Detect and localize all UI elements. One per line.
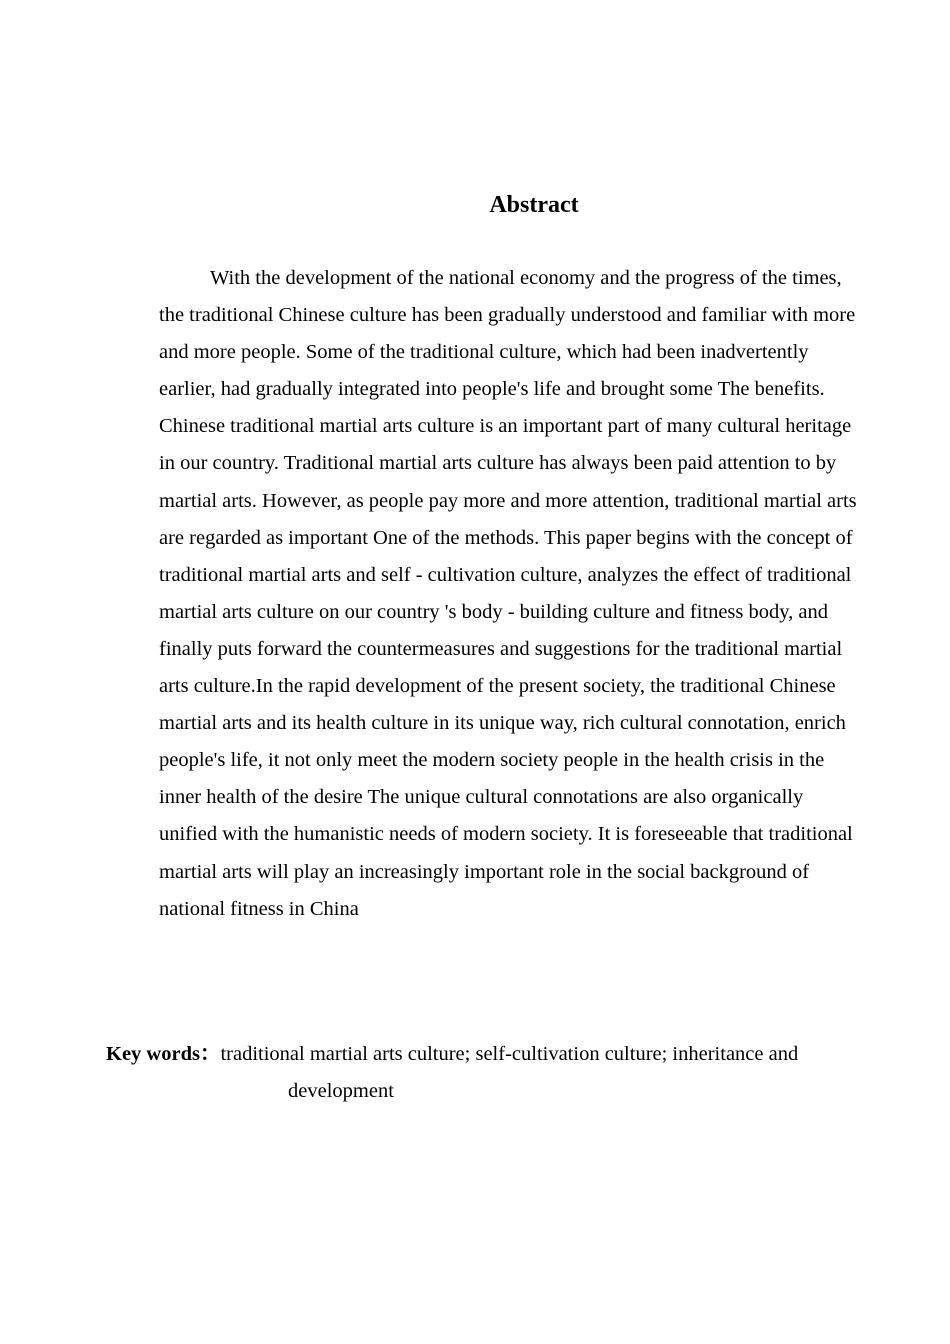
keywords-label: Key words： [106,1043,221,1065]
abstract-body: With the development of the national economy and the progress of the times, the traditional Chinese culture has been gradually understood and familiar with more and more people. Some of the traditional culture, which had been inadvertently earlier, had gradually integrated into people's life and brought some The benefits. Chinese traditional martial arts culture is an important part of many cultural heritage in our country. Traditional martial arts culture has always been paid attention to by martial arts. However, as people pay more and more attention, traditional martial arts are regarded as important One of the methods. This paper begins with the concept of traditional martial arts and self - cultivation culture, analyzes the effect of traditional martial arts culture on our country 's body - building culture and fitness body, and finally puts forward the countermeasures and suggestions for the traditional martial arts culture.In the rapid development of the present society, the traditional Chinese martial arts and its health culture in its unique way, rich cultural connotation, enrich people's life, it not only meet the modern society people in the health crisis in the inner health of the desire The unique cultural connotations are also organically unified with the humanistic needs of modern society. It is foreseeable that traditional martial arts will play an increasingly important role in the social background of national fitness in China [159,267,857,920]
keywords-line [106,1036,866,1110]
abstract-title: Abstract [489,192,579,218]
keywords-text: traditional martial arts culture; self-cultivation culture; inheritance and development [220,1043,799,1102]
